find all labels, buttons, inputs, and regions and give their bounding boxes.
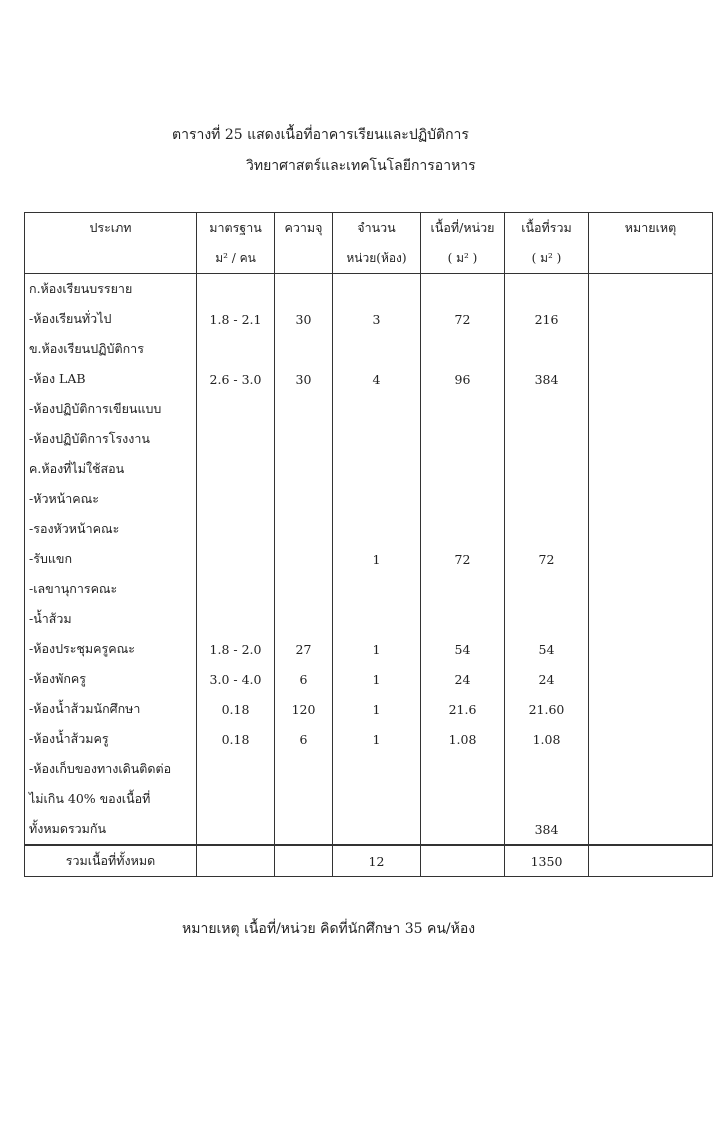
cell-item: -ห้องเก็บของทางเดินติดต่อ (25, 754, 197, 784)
cell-capacity: 6 (275, 664, 333, 694)
table-title-line-1: ตารางที่ 25 แสดงเนื้อที่อาคารเรียนและปฏิบัติการ (172, 127, 469, 143)
cell-remark (589, 484, 713, 514)
cell-item: -รองหัวหน้าคณะ (25, 514, 197, 544)
cell-area-per-unit: 24 (421, 664, 505, 694)
cell-count: 1 (333, 664, 421, 694)
cell-capacity (275, 454, 333, 484)
cell-area-per-unit (421, 484, 505, 514)
cell-item: -หัวหน้าคณะ (25, 484, 197, 514)
cell-count: 1 (333, 634, 421, 664)
cell-remark (589, 514, 713, 544)
cell-area-per-unit (421, 574, 505, 604)
cell-item: -รับแขก (25, 544, 197, 574)
cell-item: -ห้องน้ำส้วมนักศึกษา (25, 694, 197, 724)
cell-capacity (275, 274, 333, 305)
header-area-per-unit-unit: ( ม² ) (421, 243, 505, 274)
cell-capacity (275, 574, 333, 604)
cell-area-per-unit (421, 784, 505, 814)
cell-standard (197, 784, 275, 814)
area-table (24, 212, 713, 877)
table-row (25, 424, 713, 454)
table-row (25, 454, 713, 484)
header-capacity: ความจุ (275, 213, 333, 244)
cell-count (333, 274, 421, 305)
cell-remark (589, 334, 713, 364)
cell-capacity (275, 544, 333, 574)
cell-standard (197, 424, 275, 454)
cell-item: -ห้องปฏิบัติการโรงงาน (25, 424, 197, 454)
cell-capacity (275, 754, 333, 784)
cell-capacity: 6 (275, 724, 333, 754)
cell-standard: 3.0 - 4.0 (197, 664, 275, 694)
total-count: 12 (333, 845, 421, 877)
cell-total-area: 384 (505, 814, 589, 845)
cell-standard: 0.18 (197, 694, 275, 724)
cell-total-area: 21.60 (505, 694, 589, 724)
cell-total-area (505, 514, 589, 544)
cell-total-area (505, 574, 589, 604)
cell-remark (589, 604, 713, 634)
header-type-sub (25, 243, 197, 274)
cell-capacity (275, 814, 333, 845)
table-row (25, 274, 713, 305)
cell-capacity (275, 394, 333, 424)
table-row (25, 754, 713, 784)
cell-remark (589, 694, 713, 724)
cell-total-area (505, 334, 589, 364)
cell-capacity: 120 (275, 694, 333, 724)
cell-count (333, 814, 421, 845)
cell-item: -ห้องประชุมครูคณะ (25, 634, 197, 664)
cell-standard (197, 394, 275, 424)
cell-standard: 2.6 - 3.0 (197, 364, 275, 394)
cell-total-area (505, 754, 589, 784)
cell-remark (589, 454, 713, 484)
header-area-per-unit: เนื้อที่/หน่วย (421, 213, 505, 244)
cell-item: -เลขานุการคณะ (25, 574, 197, 604)
cell-standard (197, 604, 275, 634)
cell-item: -น้ำส้วม (25, 604, 197, 634)
total-row (25, 845, 713, 877)
cell-standard (197, 274, 275, 305)
cell-count (333, 574, 421, 604)
table-row (25, 664, 713, 694)
header-count-unit: หน่วย(ห้อง) (333, 243, 421, 274)
table-row (25, 814, 713, 845)
cell-count (333, 484, 421, 514)
cell-item: ก.ห้องเรียนบรรยาย (25, 274, 197, 305)
cell-remark (589, 754, 713, 784)
cell-item: ค.ห้องที่ไม่ใช้สอน (25, 454, 197, 484)
cell-remark (589, 274, 713, 305)
cell-area-per-unit: 72 (421, 304, 505, 334)
cell-standard (197, 454, 275, 484)
total-cell (421, 845, 505, 877)
table-row (25, 634, 713, 664)
table-row (25, 364, 713, 394)
cell-item: -ห้องปฏิบัติการเขียนแบบ (25, 394, 197, 424)
cell-remark (589, 304, 713, 334)
cell-count (333, 784, 421, 814)
cell-count: 1 (333, 694, 421, 724)
table-title-line-2: วิทยาศาสตร์และเทคโนโลยีการอาหาร (246, 158, 476, 174)
cell-standard (197, 334, 275, 364)
cell-area-per-unit: 1.08 (421, 724, 505, 754)
cell-count (333, 604, 421, 634)
cell-count: 3 (333, 304, 421, 334)
table-row (25, 304, 713, 334)
cell-remark (589, 664, 713, 694)
cell-total-area: 1.08 (505, 724, 589, 754)
cell-remark (589, 634, 713, 664)
cell-item: ไม่เกิน 40% ของเนื้อที่ (25, 784, 197, 814)
cell-remark (589, 424, 713, 454)
total-label: รวมเนื้อที่ทั้งหมด (25, 845, 197, 877)
table-row (25, 514, 713, 544)
cell-remark (589, 724, 713, 754)
cell-total-area (505, 424, 589, 454)
cell-count: 1 (333, 724, 421, 754)
table-row (25, 694, 713, 724)
cell-standard (197, 514, 275, 544)
cell-count (333, 754, 421, 784)
cell-area-per-unit: 72 (421, 544, 505, 574)
cell-capacity (275, 784, 333, 814)
cell-count (333, 454, 421, 484)
cell-count (333, 424, 421, 454)
cell-area-per-unit (421, 334, 505, 364)
cell-area-per-unit: 21.6 (421, 694, 505, 724)
cell-total-area (505, 784, 589, 814)
header-standard-unit: ม² / คน (197, 243, 275, 274)
cell-area-per-unit (421, 274, 505, 305)
cell-capacity (275, 424, 333, 454)
cell-remark (589, 814, 713, 845)
total-cell (197, 845, 275, 877)
cell-area-per-unit (421, 394, 505, 424)
cell-capacity (275, 334, 333, 364)
cell-total-area (505, 394, 589, 424)
cell-total-area (505, 454, 589, 484)
cell-area-per-unit (421, 814, 505, 845)
cell-remark (589, 784, 713, 814)
cell-capacity (275, 604, 333, 634)
header-row-1 (25, 213, 713, 244)
cell-remark (589, 574, 713, 604)
cell-item: -ห้อง LAB (25, 364, 197, 394)
total-cell (275, 845, 333, 877)
cell-standard: 1.8 - 2.0 (197, 634, 275, 664)
cell-area-per-unit (421, 424, 505, 454)
cell-total-area (505, 484, 589, 514)
cell-total-area: 216 (505, 304, 589, 334)
total-cell (589, 845, 713, 877)
table-row (25, 574, 713, 604)
total-area: 1350 (505, 845, 589, 877)
cell-standard (197, 574, 275, 604)
cell-item: ทั้งหมดรวมกัน (25, 814, 197, 845)
cell-total-area: 54 (505, 634, 589, 664)
cell-capacity (275, 514, 333, 544)
cell-remark (589, 394, 713, 424)
table-row (25, 544, 713, 574)
cell-standard (197, 754, 275, 784)
cell-capacity: 27 (275, 634, 333, 664)
table-row (25, 724, 713, 754)
header-row-2 (25, 243, 713, 274)
cell-standard (197, 814, 275, 845)
table-body (25, 274, 713, 846)
cell-capacity: 30 (275, 364, 333, 394)
cell-area-per-unit: 96 (421, 364, 505, 394)
cell-area-per-unit: 54 (421, 634, 505, 664)
cell-count (333, 334, 421, 364)
cell-item: -ห้องน้ำส้วมครู (25, 724, 197, 754)
cell-total-area: 24 (505, 664, 589, 694)
header-remark-sub (589, 243, 713, 274)
cell-item: -ห้องพักครู (25, 664, 197, 694)
footnote: หมายเหตุ เนื้อที่/หน่วย คิดที่นักศึกษา 35 คน/ห้อง (182, 921, 476, 937)
cell-count (333, 514, 421, 544)
cell-total-area (505, 274, 589, 305)
table-row (25, 604, 713, 634)
cell-standard (197, 544, 275, 574)
cell-item: ข.ห้องเรียนปฏิบัติการ (25, 334, 197, 364)
cell-area-per-unit (421, 754, 505, 784)
cell-standard: 1.8 - 2.1 (197, 304, 275, 334)
cell-standard (197, 484, 275, 514)
cell-total-area: 72 (505, 544, 589, 574)
cell-total-area: 384 (505, 364, 589, 394)
cell-area-per-unit (421, 454, 505, 484)
cell-total-area (505, 604, 589, 634)
cell-standard: 0.18 (197, 724, 275, 754)
header-type: ประเภท (25, 213, 197, 244)
header-capacity-sub (275, 243, 333, 274)
header-standard: มาตรฐาน (197, 213, 275, 244)
cell-capacity (275, 484, 333, 514)
cell-area-per-unit (421, 604, 505, 634)
cell-area-per-unit (421, 514, 505, 544)
header-remark: หมายเหตุ (589, 213, 713, 244)
cell-item: -ห้องเรียนทั่วไป (25, 304, 197, 334)
cell-count (333, 394, 421, 424)
cell-count: 1 (333, 544, 421, 574)
header-total-area: เนื้อที่รวม (505, 213, 589, 244)
cell-capacity: 30 (275, 304, 333, 334)
cell-count: 4 (333, 364, 421, 394)
cell-remark (589, 364, 713, 394)
cell-remark (589, 544, 713, 574)
header-count: จำนวน (333, 213, 421, 244)
header-total-area-unit: ( ม² ) (505, 243, 589, 274)
table-row (25, 784, 713, 814)
table-row (25, 334, 713, 364)
table-row (25, 484, 713, 514)
table-row (25, 394, 713, 424)
